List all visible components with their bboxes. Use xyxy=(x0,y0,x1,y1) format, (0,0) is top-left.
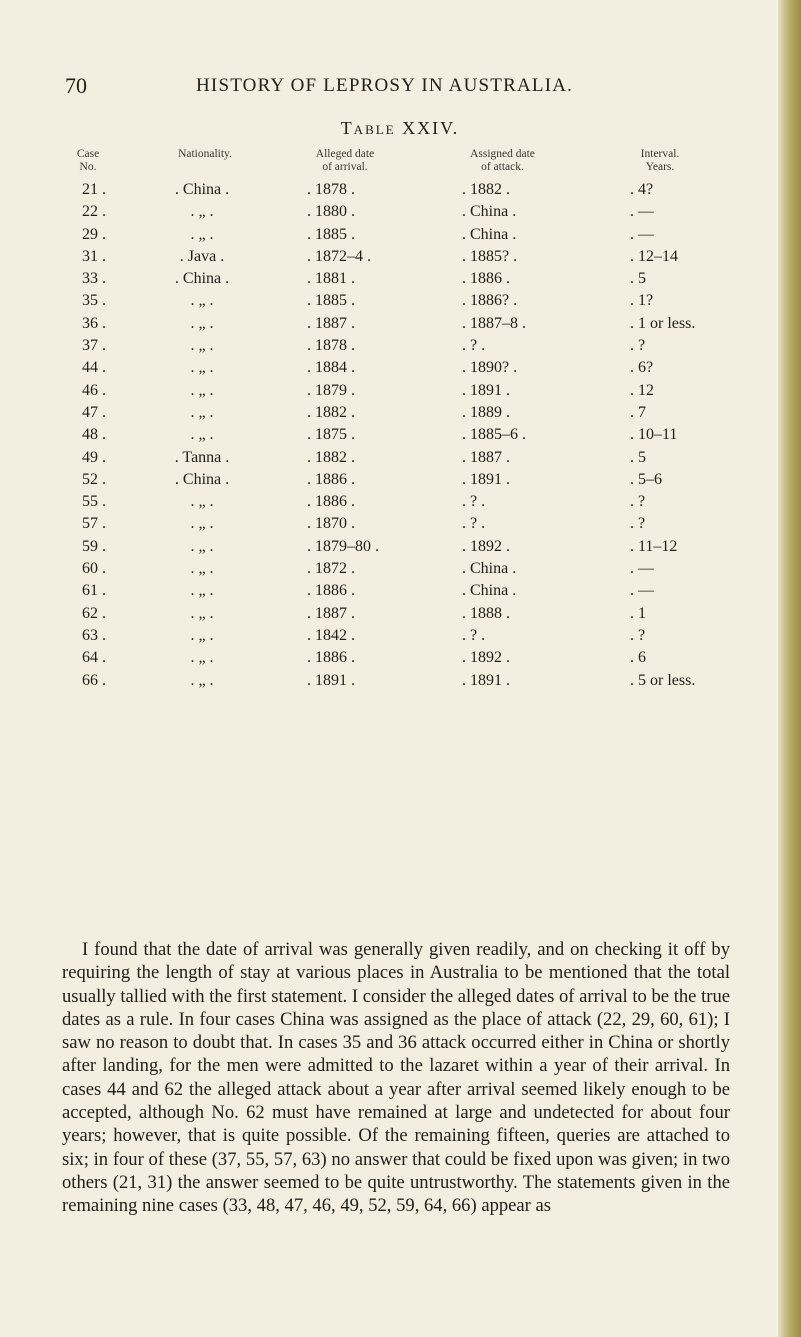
case-number-cell: 49 . xyxy=(82,448,106,466)
attack-date-cell: . 1888 . xyxy=(462,604,510,622)
interval-cell: . ? xyxy=(630,493,646,511)
table-row xyxy=(0,313,778,335)
table-row xyxy=(0,491,778,513)
table-row xyxy=(0,224,778,246)
interval-cell: . 12 xyxy=(630,381,654,399)
case-number-cell: 64 . xyxy=(82,649,106,667)
interval-cell: . 11–12 xyxy=(630,537,678,555)
interval-cell: . 5 xyxy=(630,448,646,466)
case-number-cell: 29 . xyxy=(82,225,106,243)
table-row xyxy=(0,335,778,357)
nationality-cell: . „ . xyxy=(190,337,214,355)
nationality-cell: . „ . xyxy=(190,649,214,667)
interval-cell: . 1 or less. xyxy=(630,314,696,332)
nationality-cell: . „ . xyxy=(190,493,214,511)
column-header-attack xyxy=(445,148,560,174)
interval-cell: . 1? xyxy=(630,292,654,310)
table-row xyxy=(0,580,778,602)
attack-date-cell: . 1891 . xyxy=(462,671,510,689)
arrival-date-cell: . 1879 . xyxy=(307,381,355,399)
arrival-date-cell: . 1880 . xyxy=(307,203,355,221)
arrival-date-cell: . 1870 . xyxy=(307,515,355,533)
attack-date-cell: . ? . xyxy=(462,337,486,355)
nationality-cell: . „ . xyxy=(190,626,214,644)
case-number-cell: 63 . xyxy=(82,626,106,644)
attack-date-cell: . 1882 . xyxy=(462,181,510,198)
case-number-cell: 33 . xyxy=(82,270,106,288)
table-row xyxy=(0,670,778,692)
interval-cell: . — xyxy=(630,582,654,600)
nationality-cell: . „ . xyxy=(190,203,214,221)
interval-cell: . ? xyxy=(630,515,646,533)
nationality-cell: . China . xyxy=(174,470,230,488)
nationality-cell: . Java . xyxy=(179,247,225,265)
column-header-case xyxy=(70,148,106,174)
attack-date-cell: . 1892 . xyxy=(462,649,510,667)
table-row xyxy=(0,647,778,669)
column-header-arrival-text: Alleged date of arrival. xyxy=(315,148,375,173)
interval-cell: . — xyxy=(630,560,654,578)
case-number-cell: 36 . xyxy=(82,314,106,332)
nationality-cell: . „ . xyxy=(190,292,214,310)
case-number-cell: 35 . xyxy=(82,292,106,310)
table-row xyxy=(0,380,778,402)
table-row xyxy=(0,603,778,625)
column-header-arrival xyxy=(290,148,400,174)
table-row xyxy=(0,246,778,268)
attack-date-cell: . 1890? . xyxy=(462,359,518,377)
nationality-cell: . „ . xyxy=(190,426,214,444)
case-number-cell: 57 . xyxy=(82,515,106,533)
arrival-date-cell: . 1875 . xyxy=(307,426,355,444)
arrival-date-cell: . 1891 . xyxy=(307,671,355,689)
interval-cell: . 10–11 xyxy=(630,426,678,444)
interval-cell: . 4? xyxy=(630,181,654,198)
table-row xyxy=(0,402,778,424)
table-row xyxy=(0,290,778,312)
attack-date-cell: . China . xyxy=(462,560,517,578)
attack-date-cell: . China . xyxy=(462,225,517,243)
case-number-cell: 48 . xyxy=(82,426,106,444)
attack-date-cell: . 1892 . xyxy=(462,537,510,555)
nationality-cell: . „ . xyxy=(190,359,214,377)
case-number-cell: 44 . xyxy=(82,359,106,377)
table-row xyxy=(0,536,778,558)
arrival-date-cell: . 1881 . xyxy=(307,270,355,288)
interval-cell: . — xyxy=(630,225,654,243)
arrival-date-cell: . 1842 . xyxy=(307,626,355,644)
nationality-cell: . „ . xyxy=(190,560,214,578)
interval-cell: . ? xyxy=(630,337,646,355)
table-row xyxy=(0,179,778,201)
case-number-cell: 37 . xyxy=(82,337,106,355)
interval-cell: . ? xyxy=(630,626,646,644)
attack-date-cell: . 1886? . xyxy=(462,292,518,310)
case-number-cell: 60 . xyxy=(82,560,106,578)
case-number-cell: 61 . xyxy=(82,582,106,600)
page-number: 70 xyxy=(65,73,87,98)
nationality-cell: . China . xyxy=(174,181,230,198)
attack-date-cell: . 1885–6 . xyxy=(462,426,526,444)
interval-cell: . 7 xyxy=(630,403,646,421)
attack-date-cell: . 1887–8 . xyxy=(462,314,526,332)
arrival-date-cell: . 1886 . xyxy=(307,470,355,488)
case-number-cell: 59 . xyxy=(82,537,106,555)
attack-date-cell: . 1891 . xyxy=(462,470,510,488)
table-row xyxy=(0,625,778,647)
interval-cell: . — xyxy=(630,203,654,221)
nationality-cell: . „ . xyxy=(190,314,214,332)
case-number-cell: 22 . xyxy=(82,203,106,221)
table-row xyxy=(0,469,778,491)
arrival-date-cell: . 1885 . xyxy=(307,225,355,243)
nationality-cell: . „ . xyxy=(190,403,214,421)
case-number-cell: 21 . xyxy=(82,181,106,198)
attack-date-cell: . 1889 . xyxy=(462,403,510,421)
attack-date-cell: . China . xyxy=(462,582,517,600)
arrival-date-cell: . 1884 . xyxy=(307,359,355,377)
column-header-nationality xyxy=(150,148,260,161)
column-header-case-text: Case No. xyxy=(76,148,100,173)
running-title: HISTORY OF LEPROSY IN AUSTRALIA. xyxy=(196,75,574,96)
table-row xyxy=(0,513,778,535)
arrival-date-cell: . 1887 . xyxy=(307,604,355,622)
body-paragraph: I found that the date of arrival was generally given readily, and on checking it off by requiring the length of stay at various places in Australia to be mentioned that the total usually tallied with the first statement. I consider the alleged dates of arrival to be the true dates as a rule. In four cases China was assigned as the place of attack (22, 29, 60, 61); I saw no reason to doubt that. In cases 35 and 36 attack occurred either in China or shortly after landing, for the men were admitted to the lazaret within a year of their arrival. In cases 44 and 62 the alleged attack about a year after arrival seemed likely enough to be accepted, although No. 62 must have remained at large and undetected for about four years; however, that is quite possible. Of the remaining fifteen, queries are attached to six; in four of these (37, 55, 57, 63) no answer that could be fixed upon was given; in two others (21, 31) the answer seemed to be quite untrustworthy. The statements given in the remaining nine cases (33, 48, 47, 46, 49, 52, 59, 64, 66) appear as xyxy=(62,939,730,1217)
table-row xyxy=(0,201,778,223)
column-header-interval xyxy=(620,148,700,174)
arrival-date-cell: . 1878 . xyxy=(307,337,355,355)
page-edge xyxy=(778,0,801,1337)
nationality-cell: . „ . xyxy=(190,537,214,555)
interval-cell: . 1 xyxy=(630,604,646,622)
arrival-date-cell: . 1878 . xyxy=(307,181,355,198)
interval-cell: . 6? xyxy=(630,359,654,377)
table-title xyxy=(0,118,778,139)
attack-date-cell: . 1887 . xyxy=(462,448,510,466)
table-row xyxy=(0,447,778,469)
interval-cell: . 5 or less. xyxy=(630,671,696,689)
arrival-date-cell: . 1879–80 . xyxy=(307,537,379,555)
column-header-attack-text: Assigned date of attack. xyxy=(470,148,535,173)
table-row xyxy=(0,268,778,290)
case-number-cell: 55 . xyxy=(82,493,106,511)
attack-date-cell: . ? . xyxy=(462,515,486,533)
nationality-cell: . „ . xyxy=(190,225,214,243)
arrival-date-cell: . 1882 . xyxy=(307,403,355,421)
nationality-cell: . Tanna . xyxy=(174,448,230,466)
interval-cell: . 5 xyxy=(630,270,646,288)
table-body xyxy=(0,179,778,692)
nationality-cell: . „ . xyxy=(190,381,214,399)
column-header-interval-text: Interval. Years. xyxy=(640,148,680,173)
table-row xyxy=(0,558,778,580)
case-number-cell: 62 . xyxy=(82,604,106,622)
arrival-date-cell: . 1886 . xyxy=(307,649,355,667)
case-number-cell: 66 . xyxy=(82,671,106,689)
nationality-cell: . China . xyxy=(174,270,230,288)
nationality-cell: . „ . xyxy=(190,515,214,533)
case-number-cell: 52 . xyxy=(82,470,106,488)
case-number-cell: 46 . xyxy=(82,381,106,399)
table-row xyxy=(0,357,778,379)
case-number-cell: 31 . xyxy=(82,247,106,265)
attack-date-cell: . 1886 . xyxy=(462,270,510,288)
arrival-date-cell: . 1887 . xyxy=(307,314,355,332)
nationality-cell: . „ . xyxy=(190,582,214,600)
nationality-cell: . „ . xyxy=(190,604,214,622)
arrival-date-cell: . 1886 . xyxy=(307,582,355,600)
attack-date-cell: . 1891 . xyxy=(462,381,510,399)
arrival-date-cell: . 1872–4 . xyxy=(307,247,371,265)
table-title-text: Table XXIV. xyxy=(340,118,460,138)
table-row xyxy=(0,424,778,446)
attack-date-cell: . ? . xyxy=(462,493,486,511)
interval-cell: . 6 xyxy=(630,649,646,667)
attack-date-cell: . China . xyxy=(462,203,517,221)
page-header xyxy=(0,73,778,103)
attack-date-cell: . ? . xyxy=(462,626,486,644)
attack-date-cell: . 1885? . xyxy=(462,247,518,265)
arrival-date-cell: . 1886 . xyxy=(307,493,355,511)
arrival-date-cell: . 1882 . xyxy=(307,448,355,466)
interval-cell: . 5–6 xyxy=(630,470,662,488)
interval-cell: . 12–14 xyxy=(630,247,678,265)
column-header-nationality-text: Nationality. xyxy=(178,148,232,160)
case-number-cell: 47 . xyxy=(82,403,106,421)
nationality-cell: . „ . xyxy=(190,671,214,689)
arrival-date-cell: . 1885 . xyxy=(307,292,355,310)
arrival-date-cell: . 1872 . xyxy=(307,560,355,578)
